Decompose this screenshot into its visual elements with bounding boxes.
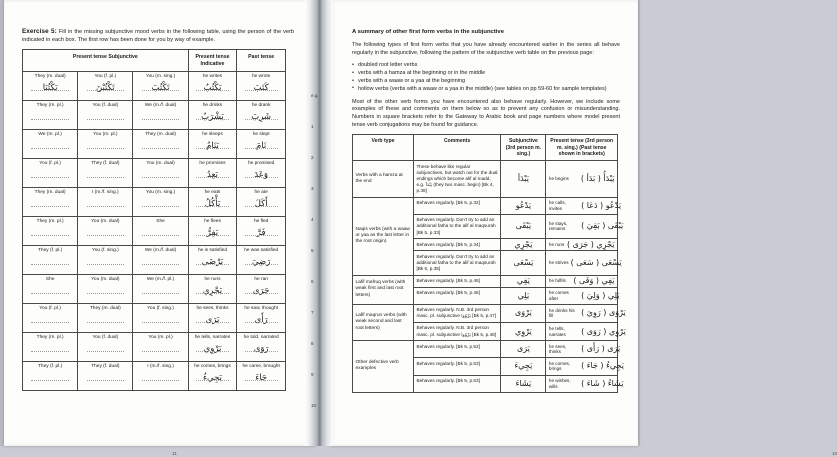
pronoun-label: They (f. pl.) <box>37 248 63 254</box>
row-number: 9 <box>311 372 314 377</box>
exercise-instructions <box>22 28 294 44</box>
arabic-verb: يَكْتُبُ <box>190 83 236 93</box>
indicative-cell <box>188 159 237 188</box>
subjunctive-cell-3[interactable] <box>133 130 188 159</box>
pronoun-label: You (f. pl.) <box>94 74 117 80</box>
pronoun-label: They (f. pl.) <box>37 364 63 370</box>
subjunctive-cell-2[interactable] <box>78 304 133 333</box>
present-tense-arabic: يَفِي ( وَفَى ) <box>573 276 615 285</box>
left-page-content <box>22 28 319 457</box>
indicative-cell <box>188 217 237 246</box>
arabic-verb: يَكْتُبَا <box>24 83 76 93</box>
header-indicative: Present tense Indicative <box>188 50 237 72</box>
present-tense-arabic: يَبْقَى ( بَقِيَ ) <box>581 221 624 231</box>
arabic-verb: يَرْضَى <box>190 257 236 267</box>
answer-blank[interactable] <box>87 263 125 265</box>
subjunctive-cell-1[interactable] <box>23 333 78 362</box>
subjunctive-cell-1[interactable] <box>23 275 78 304</box>
subjunctive-cell-3[interactable] <box>133 362 188 391</box>
row-number: 1 <box>311 124 314 129</box>
row-number: 3 <box>311 186 314 191</box>
arabic-verb: يَجِيءُ <box>190 373 236 383</box>
comments-cell: Behaves regularly. [Bk 5, p.52] <box>413 341 500 358</box>
subjunctive-cell-3[interactable] <box>133 304 188 333</box>
answer-blank[interactable] <box>87 205 125 207</box>
arabic-verb: يَفِرُّ <box>190 228 236 238</box>
present-tense-arabic: يَبْدَأُ ( بَدَأ ) <box>580 173 615 183</box>
pronoun-label: he came, brought <box>242 364 280 370</box>
subjunctive-cell-3[interactable] <box>133 188 188 217</box>
answer-blank[interactable] <box>87 234 125 236</box>
present-tense-english: he tells, narrates <box>548 325 566 337</box>
subjunctive-cell-2[interactable] <box>78 275 133 304</box>
pronoun-label: he is satisfied <box>197 248 227 254</box>
comments-cell: Behaves regularly. N.B. 3rd person masc. pl. subjunctive يَرْوُوا [Bk 5, p.47] <box>413 304 500 322</box>
present-tense-arabic: يَدْعُو ( دَعَا ) <box>581 200 622 210</box>
verb-type-cell: Other defective verb examples <box>353 341 414 393</box>
pronoun-label: They (m. pl.) <box>36 335 64 341</box>
table-row <box>353 161 618 197</box>
pronoun-label: he sleeps <box>202 132 223 138</box>
header-verb-type: Verb type <box>353 135 414 161</box>
arabic-verb: رَوَى <box>238 344 284 354</box>
pronoun-label: he fled <box>253 219 269 225</box>
present-tense-cell <box>546 358 624 375</box>
comments-cell: Behaves regularly. [Bk 5, p.53] <box>413 375 500 392</box>
table-header-row <box>353 135 618 161</box>
present-tense-english: he begins <box>548 176 569 182</box>
present-tense-english: he sees, thinks <box>548 343 567 355</box>
pronoun-label: he wrote <box>251 74 271 80</box>
subjunctive-cell-3[interactable] <box>133 159 188 188</box>
pronoun-label: he tells, narrates <box>194 335 231 341</box>
header-subjunctive: Subjunctive (3rd person m. sing.) <box>501 135 546 161</box>
pronoun-label: You (m. pl.) <box>93 132 118 138</box>
reference-table-head <box>353 135 618 161</box>
verb-type-cell: Verbs with a hamza at the end <box>353 161 414 197</box>
past-cell <box>237 188 286 217</box>
present-tense-arabic: يَرْوَى ( رَوِيَ ) <box>581 308 626 318</box>
comments-cell: Behaves regularly. [Bk 5, p.46] <box>413 287 500 304</box>
past-cell <box>237 159 286 188</box>
verb-type-cell: Naqis verbs (with a waaw or yaa as the last letter in the root origin) <box>353 197 414 275</box>
subjunctive-cell-3[interactable] <box>133 333 188 362</box>
left-folio: 11 <box>172 452 177 457</box>
indicative-cell <box>188 130 237 159</box>
answer-blank[interactable] <box>87 350 125 352</box>
table-row <box>23 304 286 333</box>
subjunctive-cell-1[interactable] <box>23 362 78 391</box>
pronoun-label: You (f. pl.) <box>39 161 61 167</box>
pronoun-label: he sees, thinks <box>196 306 229 312</box>
subjunctive-cell-1[interactable] <box>23 130 78 159</box>
arabic-verb: نَامَ <box>238 141 284 151</box>
indicative-cell <box>188 275 237 304</box>
row-number: 4 <box>311 217 314 222</box>
answer-blank[interactable] <box>142 205 180 207</box>
subjunctive-cell: يَبْقَى <box>501 214 546 238</box>
indicative-cell <box>188 333 237 362</box>
section-title: A summary of other first form verbs in the subjunctive <box>352 29 504 35</box>
answer-blank[interactable] <box>142 234 180 236</box>
arabic-verb: يَرَى <box>190 315 236 325</box>
table-row <box>353 304 618 322</box>
pronoun-label: They (m. dual) <box>145 132 177 138</box>
pronoun-label: They (m. dual) <box>34 74 66 80</box>
verb-type-cell: Lafif mafruq verbs (with weak first and last root letters) <box>353 275 414 304</box>
table-header-row <box>23 50 286 72</box>
table-row <box>23 130 286 159</box>
answer-blank[interactable] <box>31 321 69 323</box>
subjunctive-cell-1[interactable] <box>23 304 78 333</box>
arabic-verb: تَكْتُبْنَ <box>79 83 131 93</box>
comments-cell: Behaves regularly. N.B. 3rd person masc. pl. subjunctive يَرْوُوا [Bk 5, p.48] <box>413 322 500 340</box>
comments-cell: Behaves regularly. [Bk 5, p.45] <box>413 275 500 287</box>
pronoun-label: he ran <box>254 277 268 283</box>
arabic-verb: كَتَبَ <box>238 83 284 93</box>
pronoun-label: he promised <box>247 161 275 167</box>
subjunctive-cell-2[interactable] <box>78 188 133 217</box>
subjunctive-cell-3[interactable] <box>133 217 188 246</box>
arabic-verb: يَشْرَبُ <box>190 112 236 122</box>
answer-blank[interactable] <box>142 263 180 265</box>
pronoun-label: he ate <box>254 190 268 196</box>
subjunctive-cell-2[interactable] <box>78 101 133 130</box>
pronoun-label: You (f. pl.) <box>39 306 61 312</box>
answer-blank[interactable] <box>142 176 180 178</box>
present-tense-arabic: يَرْوِي ( رَوَى ) <box>581 326 626 336</box>
subjunctive-cell-2[interactable] <box>78 362 133 391</box>
row-number: 7 <box>311 310 314 315</box>
bullet-item: • verbs with a waaw or a yaa at the beginning <box>352 78 620 86</box>
answer-blank[interactable] <box>87 118 125 120</box>
pronoun-label: You (m. pl.) <box>148 335 173 341</box>
subjunctive-cell-2[interactable] <box>78 130 133 159</box>
bullet-item: • doubled root letter verbs <box>352 62 620 70</box>
present-tense-cell <box>546 375 624 392</box>
present-tense-english: he fulfils <box>548 278 566 284</box>
arabic-verb: رَضِيَ <box>238 257 284 267</box>
conjugation-table <box>22 49 286 391</box>
pronoun-label: They (f. dual) <box>91 364 120 370</box>
pronoun-label: he runs <box>204 277 221 283</box>
pronoun-label: You (m. dual) <box>91 219 120 225</box>
row-number-column <box>311 72 329 413</box>
present-tense-cell <box>546 251 622 275</box>
subjunctive-cell-1[interactable] <box>23 188 78 217</box>
right-page-content <box>352 28 837 457</box>
present-tense-arabic: يَرَى ( رَأَى ) <box>581 344 621 354</box>
pronoun-label: I (m./f. sing.) <box>92 190 119 196</box>
arabic-verb: يَعِدُ <box>190 170 236 180</box>
pronoun-label: he slept <box>252 132 270 138</box>
table-row <box>23 159 286 188</box>
answer-blank[interactable] <box>142 321 180 323</box>
present-tense-english: he wishes, wills <box>548 378 571 389</box>
subjunctive-cell-2[interactable] <box>78 333 133 362</box>
past-cell <box>237 217 286 246</box>
pronoun-label: he was satisfied <box>244 248 279 254</box>
table-row <box>23 275 286 304</box>
subjunctive-cell-3 <box>133 72 188 101</box>
reference-table-body <box>353 161 626 393</box>
header-past: Past tense <box>237 50 286 72</box>
pronoun-label: he writes <box>202 74 223 80</box>
pronoun-label: They (f. dual) <box>91 161 120 167</box>
arabic-verb: رَأَى <box>238 315 284 325</box>
pronoun-label: She <box>156 219 165 225</box>
answer-blank[interactable] <box>31 379 69 381</box>
conjugation-table-head <box>23 50 286 72</box>
subjunctive-cell-2[interactable] <box>78 159 133 188</box>
present-tense-cell <box>546 161 618 197</box>
present-tense-cell <box>546 287 618 304</box>
present-tense-english: he strives <box>548 260 569 266</box>
answer-blank[interactable] <box>31 263 69 265</box>
row-number: 2 <box>311 155 314 160</box>
subjunctive-cell-1[interactable] <box>23 159 78 188</box>
past-cell <box>237 362 286 391</box>
arabic-verb: جَاءَ <box>238 373 284 383</box>
present-tense-english: he calls, invites <box>548 200 566 211</box>
answer-blank[interactable] <box>31 147 69 149</box>
arabic-verb: شَرِبَ <box>238 112 284 122</box>
answer-blank[interactable] <box>31 234 69 236</box>
subjunctive-cell: يَفِي <box>501 275 546 287</box>
past-cell <box>237 130 286 159</box>
subjunctive-cell: يَدْعُو <box>501 197 546 214</box>
table-row <box>23 188 286 217</box>
past-cell <box>237 72 286 101</box>
bullet-item: • hollow verbs (verbs with a waaw or a yaa in the middle) (see tables on pp 59-60 for sample templates) <box>352 86 620 94</box>
indicative-cell <box>188 246 237 275</box>
present-tense-english: he comes after <box>548 290 569 301</box>
subjunctive-cell-3[interactable] <box>133 101 188 130</box>
answer-blank[interactable] <box>142 292 180 294</box>
answer-blank[interactable] <box>87 379 125 381</box>
pronoun-label: They (m. dual) <box>34 190 66 196</box>
pronoun-label: You (f. sing.) <box>91 248 119 254</box>
pronoun-label: You (m. dual) <box>91 277 120 283</box>
pronoun-label: You (m. sing.) <box>145 74 176 80</box>
pronoun-label: I (m./f. sing.) <box>147 364 174 370</box>
present-tense-cell <box>546 322 626 340</box>
subjunctive-cell-3[interactable] <box>133 246 188 275</box>
present-tense-cell <box>546 197 622 214</box>
pronoun-label: he comes, brings <box>194 364 231 370</box>
answer-blank[interactable] <box>31 118 69 120</box>
present-tense-arabic: يَلِي ( وَلِيَ ) <box>581 290 620 300</box>
row-number: 8 <box>311 341 314 346</box>
pronoun-label: She <box>45 277 55 283</box>
table-row <box>353 197 618 214</box>
row-number: e.g. <box>311 93 319 98</box>
arabic-verb: فَرَّ <box>238 228 284 238</box>
comments-cell: Behaves regularly. [Bk 5, p.32] <box>413 197 500 214</box>
reference-table <box>352 134 626 392</box>
answer-blank[interactable] <box>31 350 69 352</box>
indicative-cell <box>188 72 237 101</box>
answer-blank[interactable] <box>87 147 125 149</box>
answer-blank[interactable] <box>87 292 125 294</box>
verb-type-cell: Lafif maqrun verbs (with weak second and last root letters) <box>353 304 414 340</box>
subjunctive-cell: يَبْدَأ <box>501 161 546 197</box>
arabic-verb: يَنَامُ <box>190 141 236 151</box>
row-number: 10 <box>311 403 317 408</box>
present-tense-cell <box>546 275 618 287</box>
table-row <box>353 275 618 287</box>
pronoun-label: he drank <box>251 103 271 109</box>
header-present-tense: Present tense (3rd person m. sing.) (Past tense shown in brackets) <box>546 135 618 161</box>
subjunctive-cell: يَرَى <box>501 341 546 358</box>
present-tense-cell <box>546 214 624 238</box>
pronoun-label: he flees <box>204 219 221 225</box>
table-row <box>23 101 286 130</box>
pronoun-label: We (m./f. dual) <box>144 103 177 109</box>
answer-blank[interactable] <box>31 205 69 207</box>
row-number: 5 <box>311 248 314 253</box>
exercise-label: Exercise 5: <box>22 28 57 35</box>
subjunctive-cell: يَشَاءَ <box>501 375 546 392</box>
indicative-cell <box>188 304 237 333</box>
answer-blank[interactable] <box>142 379 180 381</box>
pronoun-label: They (m. pl.) <box>36 103 64 109</box>
subjunctive-cell-1[interactable] <box>23 246 78 275</box>
past-cell <box>237 304 286 333</box>
subjunctive-cell: يَلِي <box>501 287 546 304</box>
pronoun-label: he saw, thought <box>244 306 278 312</box>
comments-cell: These behave like regular subjunctives, but watch out for the dual endings which become alif al madd, e.g. يَبْدَآ (they two masc. begin) [Bk 4, p.38] <box>413 161 500 197</box>
past-cell <box>237 246 286 275</box>
pronoun-label: he drinks <box>202 103 223 109</box>
pronoun-label: They (m. pl.) <box>36 219 64 225</box>
arabic-verb: يَجْرِي <box>190 286 236 296</box>
pronoun-label: You (m. sing.) <box>145 190 176 196</box>
arabic-verb: وَعَدَ <box>238 170 284 180</box>
present-tense-cell <box>546 304 626 322</box>
pronoun-label: You (f. dual) <box>92 335 119 341</box>
pronoun-label: he eats <box>204 190 221 196</box>
pronoun-label: You (f. dual) <box>92 103 119 109</box>
answer-blank[interactable] <box>31 176 69 178</box>
subjunctive-cell: يَجْرِي <box>501 239 546 251</box>
exercise-text: Fill in the missing subjunctive mood verbs in the following table, using the person of the verb indicated in each box. The first row has been done for you by way of example. <box>22 29 294 43</box>
subjunctive-cell-2 <box>78 72 133 101</box>
present-tense-english: he stays, remains <box>548 220 568 232</box>
subjunctive-cell-2[interactable] <box>78 246 133 275</box>
table-row <box>23 72 286 101</box>
table-row <box>23 246 286 275</box>
indicative-cell <box>188 101 237 130</box>
arabic-verb: يَأْكُلُ <box>190 199 236 209</box>
verb-type-bullet-list <box>352 62 620 93</box>
present-tense-cell <box>546 341 621 358</box>
subjunctive-cell: يَسْعَى <box>501 251 546 275</box>
pronoun-label: They (m. dual) <box>89 306 121 312</box>
present-tense-arabic: يَجِيءُ ( جَاءَ ) <box>581 361 624 371</box>
pronoun-label: We (m. pl.) <box>38 132 62 138</box>
past-cell <box>237 101 286 130</box>
pronoun-label: You (m. dual) <box>146 161 175 167</box>
present-tense-arabic: يَسْعَى ( سَعَى ) <box>570 257 622 267</box>
arabic-verb: أَكَلَ <box>238 199 284 209</box>
arabic-verb: يَرْوِي <box>190 344 236 354</box>
present-tense-english: he comes, brings <box>548 360 571 372</box>
comments-cell: Behaves regularly. Don't try to add an additional fatha to the alif al maqsurah [Bk 5, p.33] <box>413 214 500 238</box>
arabic-verb: جَرَى <box>238 286 284 296</box>
indicative-cell <box>188 188 237 217</box>
indicative-cell <box>188 362 237 391</box>
table-row <box>353 341 618 358</box>
conjugation-table-body <box>23 72 286 391</box>
present-tense-arabic: يَجْرِي ( جَرَى ) <box>566 239 615 249</box>
present-tense-english: he runs <box>548 241 565 247</box>
pronoun-label: You (f. sing.) <box>147 306 174 312</box>
subjunctive-cell: يَرْوِي <box>501 322 546 340</box>
table-row <box>23 362 286 391</box>
pronoun-label: We (m./f. pl.) <box>146 277 175 283</box>
table-row <box>23 217 286 246</box>
row-number: 6 <box>311 279 314 284</box>
arabic-verb: تَكْتُبَ <box>134 83 186 93</box>
answer-blank[interactable] <box>87 176 125 178</box>
past-cell <box>237 275 286 304</box>
right-folio: 10 <box>832 452 837 457</box>
comments-cell: Behaves regularly. [Bk 5, p.34] <box>413 239 500 251</box>
past-cell <box>237 333 286 362</box>
answer-blank[interactable] <box>87 321 125 323</box>
subjunctive-cell: يَجِيءَ <box>501 358 546 375</box>
answer-blank[interactable] <box>31 292 69 294</box>
present-tense-english: he drinks his fill <box>548 307 575 319</box>
pronoun-label: he told, narrated <box>243 335 279 341</box>
header-subjunctive: Present tense Subjunctive <box>23 50 189 72</box>
comments-cell: Behaves regularly. Don't try to add an additional fatha to the alif al maqsurah [Bk 5, p.35] <box>413 251 500 275</box>
answer-blank[interactable] <box>142 350 180 352</box>
present-tense-cell <box>546 239 618 251</box>
subjunctive-cell-2[interactable] <box>78 217 133 246</box>
note-paragraph: Most of the other verb forms you have encountered also behave regularly. However, we include some examples of these and comments on them below so as to prevent any confusion or misunderstanding. Numbers in square brackets refer to the Gateway to Arabic book and page numbers where model present tense verb conjugations may be found for guidance. <box>352 98 620 128</box>
subjunctive-cell-1[interactable] <box>23 101 78 130</box>
pronoun-label: he promises <box>199 161 226 167</box>
comments-cell: Behaves regularly. [Bk 5, p.53] <box>413 358 500 375</box>
present-tense-arabic: يَشَاءُ ( شَاءَ ) <box>581 378 624 388</box>
table-row <box>23 333 286 362</box>
subjunctive-cell: يَرْوَى <box>501 304 546 322</box>
bullet-item: • verbs with a hamza at the beginning or in the middle <box>352 70 620 78</box>
header-comments: Comments <box>413 135 500 161</box>
subjunctive-cell-1[interactable] <box>23 217 78 246</box>
subjunctive-cell-3[interactable] <box>133 275 188 304</box>
answer-blank[interactable] <box>142 118 180 120</box>
intro-paragraph: The following types of first form verbs that you have already encountered earlier in the series all behave regularly in the subjunctive, following the pattern of the subjunctive verb table on the previous page: <box>352 42 620 56</box>
pronoun-label: We (m./f. dual) <box>144 248 177 254</box>
subjunctive-cell-1 <box>23 72 78 101</box>
answer-blank[interactable] <box>142 147 180 149</box>
